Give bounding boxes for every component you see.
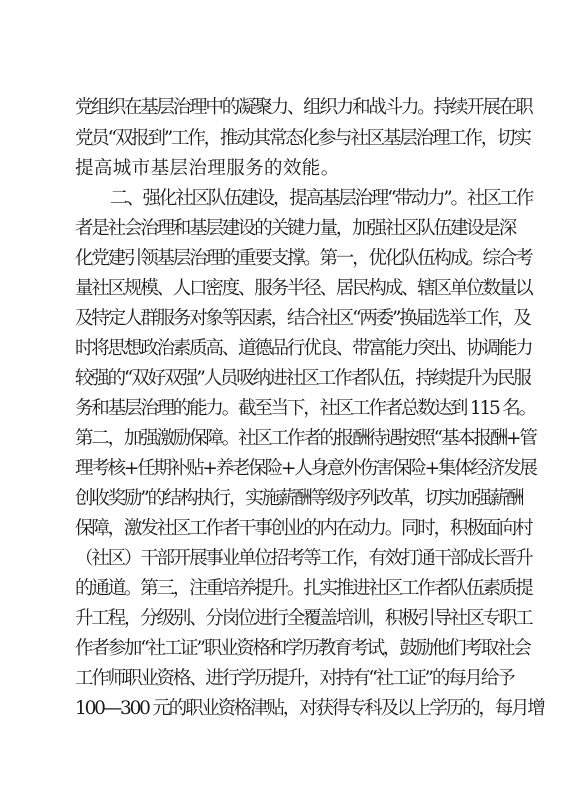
text-line: 100—300 元的职业资格津贴，对获得专科及以上学历的，每月增 <box>75 698 544 719</box>
text-line: 的通道。第三，注重培养提升。扎实推进社区工作者队伍素质提 <box>75 578 532 599</box>
text-line: 作者参加“社工证”职业资格和学历教育考试，鼓励他们考取社会 <box>75 638 530 659</box>
text-line: 化党建引领基层治理的重要支撑。第一，优化队伍构成。综合考 <box>75 248 532 269</box>
text-line: 较强的“双好双强”人员吸纳进社区工作者队伍，持续提升为民服 <box>75 368 530 389</box>
text-line: 党组织在基层治理中的凝聚力、组织力和战斗力。持续开展在职 <box>75 97 532 118</box>
text-line: 提高城市基层治理服务的效能。 <box>75 158 340 179</box>
section-heading-line: 二、强化社区队伍建设，提高基层治理“带动力”。社区工作 <box>110 188 533 209</box>
text-line: 工作师职业资格、进行学历提升，对持有“社工证”的每月给予 <box>75 668 514 689</box>
text-line: 时将思想政治素质高、道德品行优良、带富能力突出、协调能力 <box>75 338 532 359</box>
text-line: 创收奖励”的结构执行，实施薪酬等级序列改革，切实加强薪酬 <box>75 488 523 509</box>
text-line: 第二，加强激励保障。社区工作者的报酬待遇按照“基本报酬+管 <box>75 428 536 449</box>
text-line: 升工程，分级别、分岗位进行全覆盖培训，积极引导社区专职工 <box>75 608 532 629</box>
text-line: （社区）干部开展事业单位招考等工作，有效打通干部成长晋升 <box>75 548 532 569</box>
text-line: 及特定人群服务对象等因素，结合社区“两委”换届选举工作，及 <box>75 308 530 329</box>
text-line: 务和基层治理的能力。截至当下，社区工作者总数达到 115 名。 <box>75 398 535 419</box>
text-line: 党员“双报到”工作，推动其常态化参与社区基层治理工作，切实 <box>75 128 530 149</box>
text-line: 量社区规模、人口密度、服务半径、居民构成、辖区单位数量以 <box>75 278 532 299</box>
text-line: 者是社会治理和基层建设的关键力量，加强社区队伍建设是深 <box>75 218 516 239</box>
text-line: 保障，激发社区工作者干事创业的内在动力。同时，积极面向村 <box>75 518 532 539</box>
text-line: 理考核+任期补贴+养老保险+人身意外伤害保险+集体经济发展 <box>75 458 536 479</box>
